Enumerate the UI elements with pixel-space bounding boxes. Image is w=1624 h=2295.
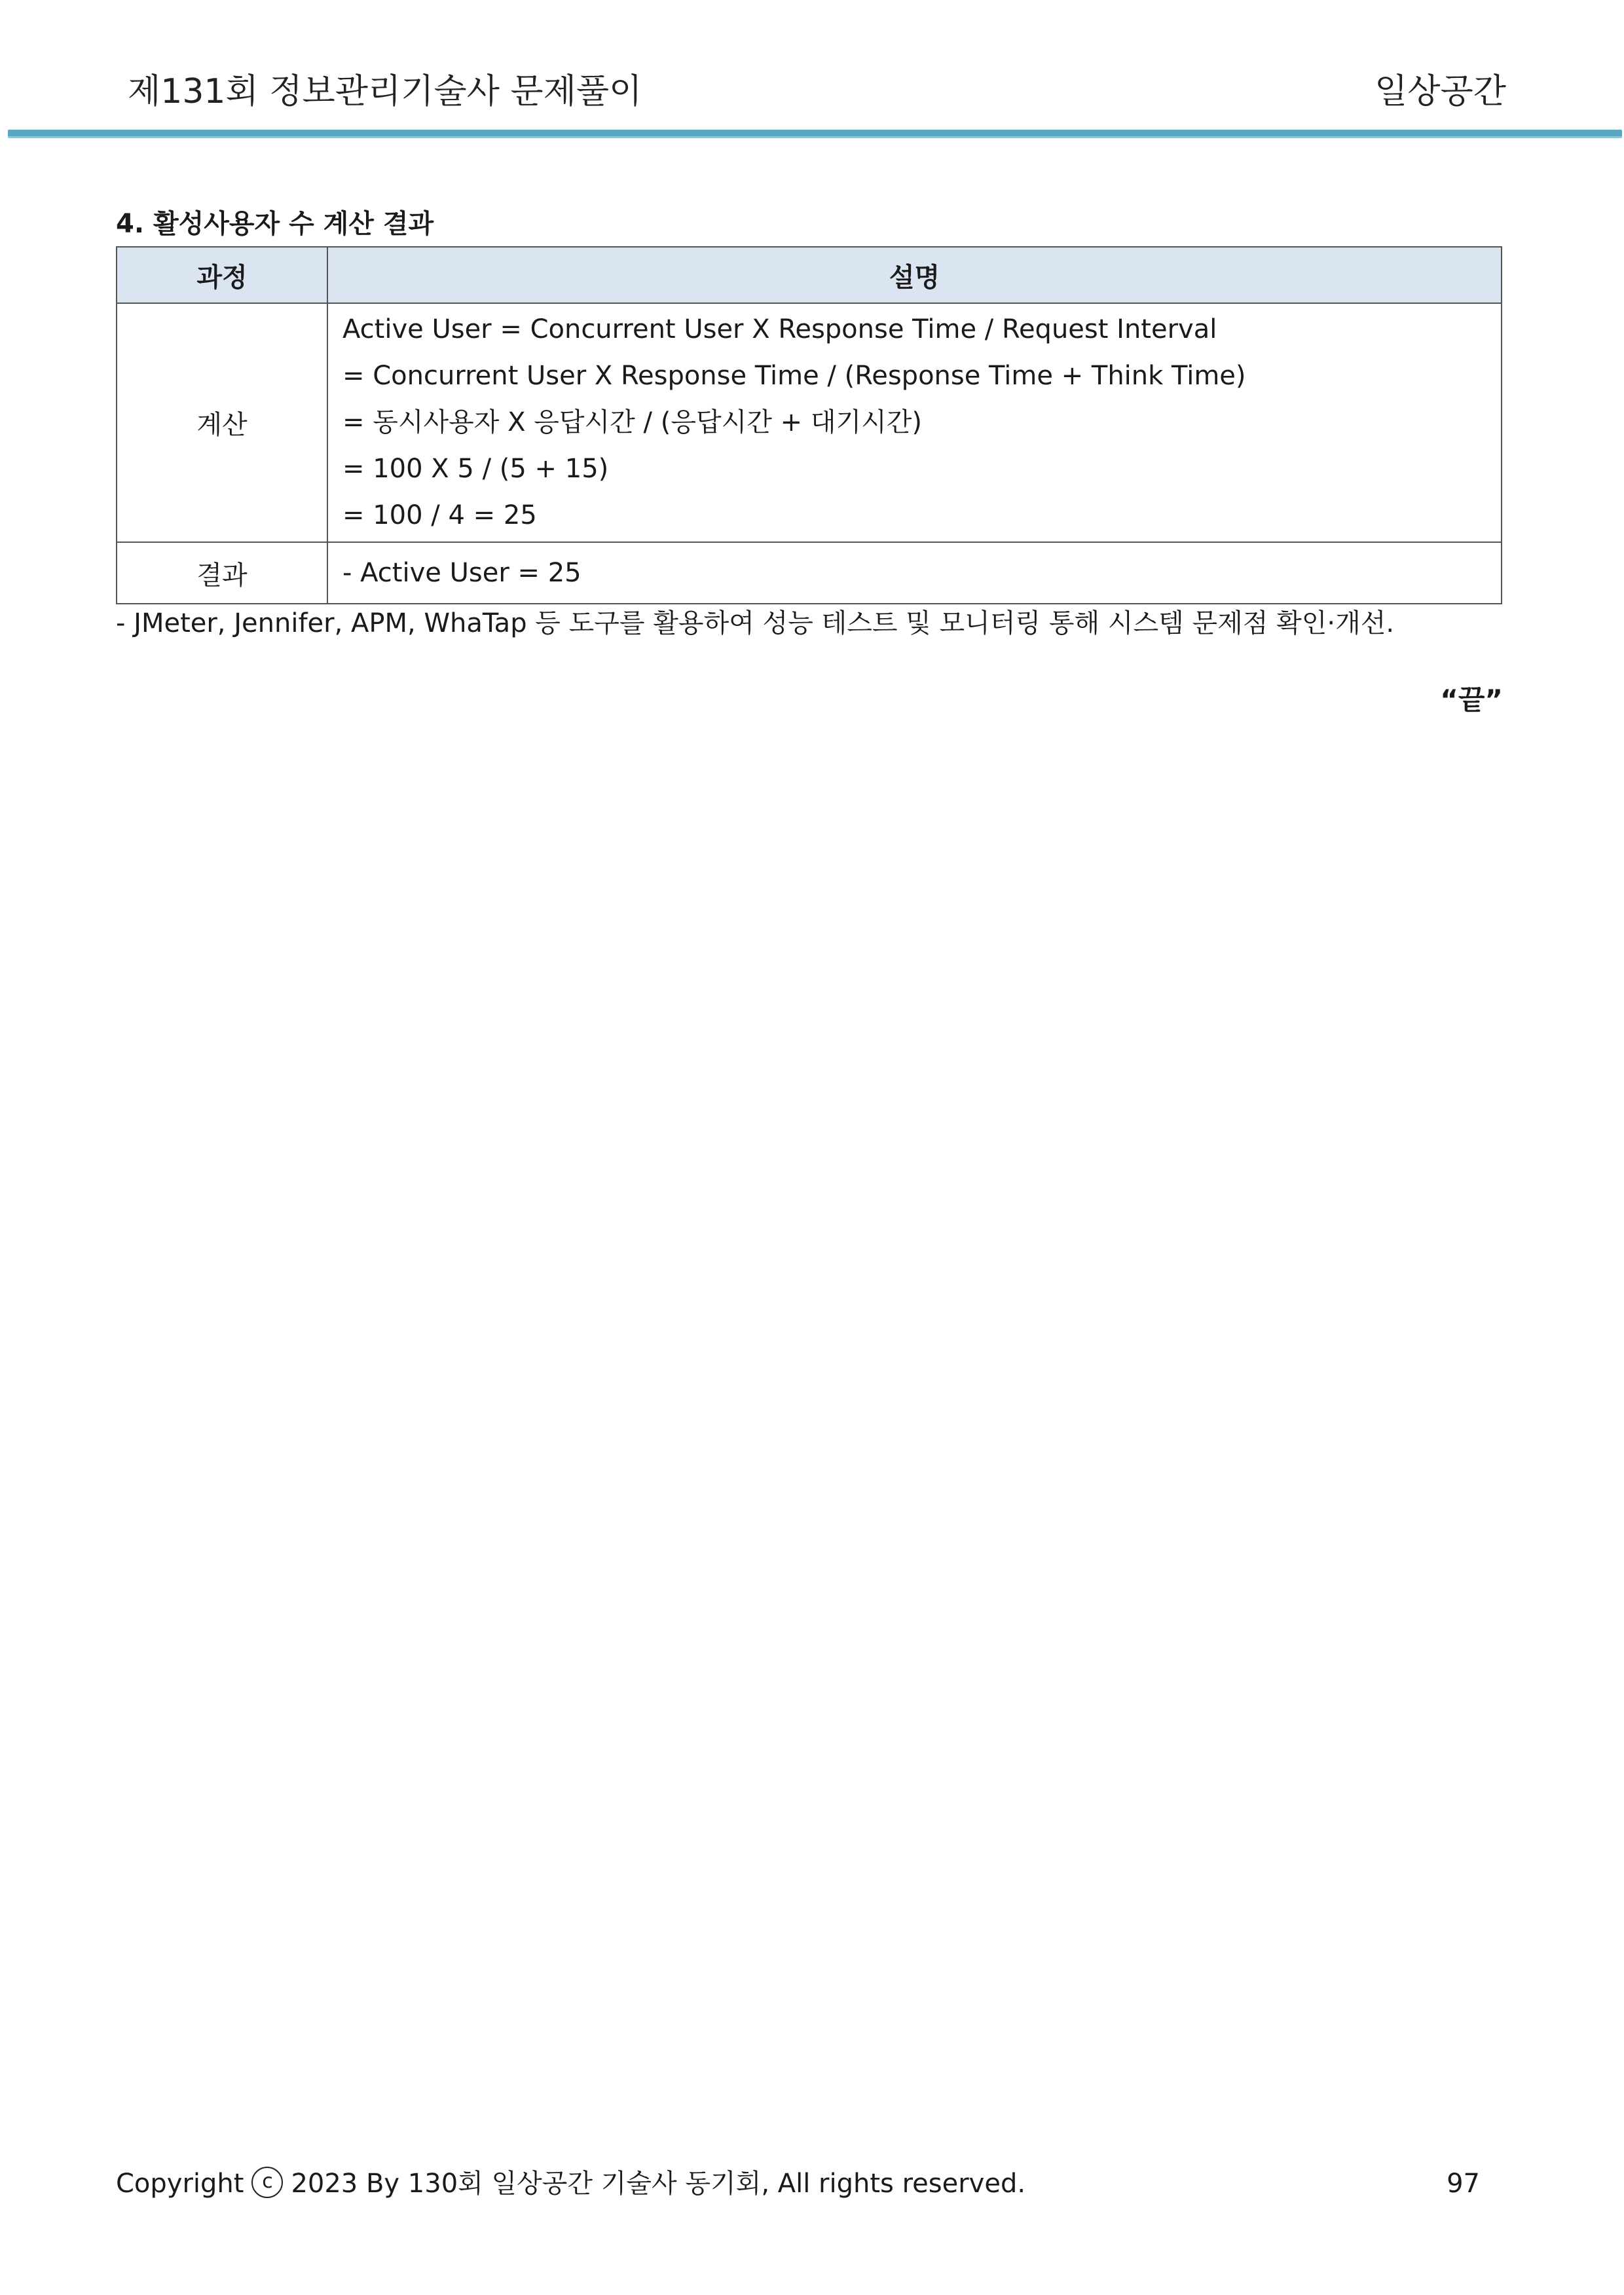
copyright-text: 2023 By 130회 일상공간 기술사 동기회, All rights reserved. [291, 2169, 1026, 2199]
formula-line: = 100 X 5 / (5 + 15) [342, 454, 609, 484]
document-title: 제131회 정보관리기술사 문제풀이 [128, 72, 642, 111]
active-user-table [116, 246, 1502, 604]
step-cell: 계산 [117, 303, 327, 542]
table-header-row [117, 247, 1502, 303]
section-heading: 4. 활성사용자 수 계산 결과 [116, 209, 434, 239]
end-mark: “끝” [1440, 684, 1503, 716]
copyright-icon: c [251, 2167, 283, 2198]
formula-line: Active User = Concurrent User X Response Time / Request Interval [342, 314, 1217, 344]
result-cell: - Active User = 25 [327, 542, 1502, 604]
formula-line: = Concurrent User X Response Time / (Response Time + Think Time) [342, 361, 1246, 391]
page-header [128, 62, 1506, 121]
page-number: 97 [1447, 2169, 1480, 2199]
formula-line: = 동시사용자 X 응답시간 / (응답시간 + 대기시간) [342, 407, 923, 437]
header-divider [8, 130, 1622, 138]
footer-copyright [116, 2163, 1025, 2205]
copyright-label: Copyright [116, 2169, 244, 2199]
column-header-description: 설명 [327, 247, 1502, 303]
step-cell: 결과 [117, 542, 327, 604]
table-row-result [117, 542, 1502, 604]
tools-note: - JMeter, Jennifer, APM, WhaTap 등 도구를 활용하여 성능 테스트 및 모니터링 통해 시스템 문제점 확인·개선. [116, 608, 1395, 638]
brand-name: 일상공간 [1375, 72, 1506, 111]
formula-line: = 100 / 4 = 25 [342, 500, 537, 530]
column-header-step: 과정 [117, 247, 327, 303]
description-cell [327, 303, 1502, 542]
table-row-calculation [117, 303, 1502, 542]
